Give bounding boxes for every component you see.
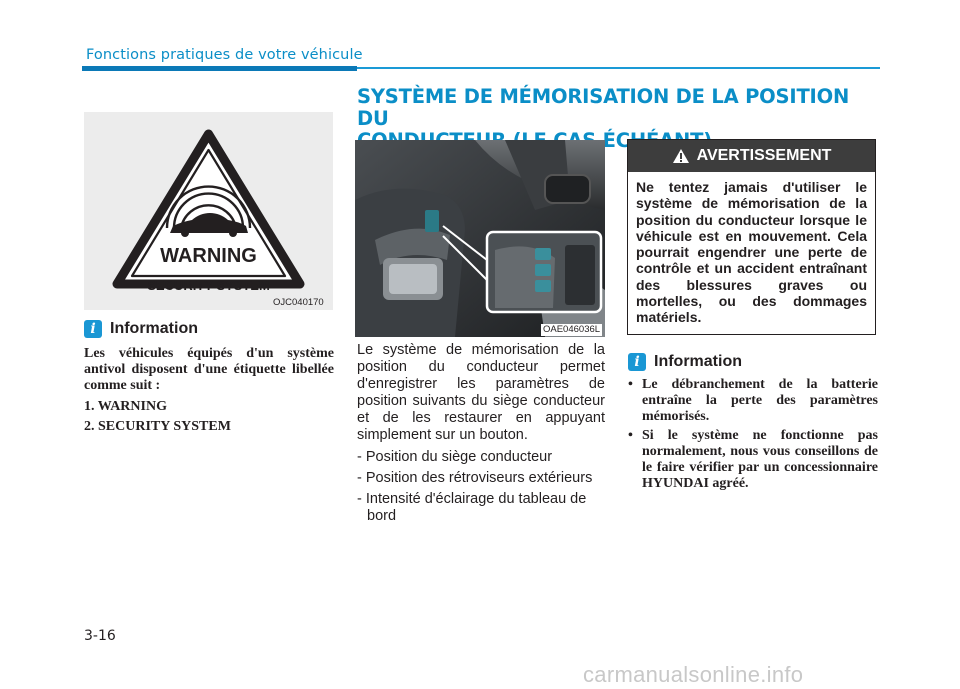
security-label-image: [84, 112, 333, 310]
warning-triangle-icon: [672, 148, 690, 164]
middle-body-text: [357, 342, 605, 529]
info-title: Information: [654, 353, 742, 370]
info-heading-right: [628, 353, 742, 371]
security-system-word: SECURITY SYSTEM: [147, 278, 270, 293]
list-item: • Si le système ne fonctionne pas normalement, nous vous conseillons de le faire vérifier par un concessionnaire HYUNDAI agréé.: [628, 428, 878, 491]
warning-word: WARNING: [160, 245, 257, 267]
door-panel-illustration: [355, 140, 605, 337]
header-rule-accent: [82, 66, 357, 71]
info-icon: i: [628, 353, 646, 371]
info-icon: i: [84, 320, 102, 338]
door-memory-buttons-photo: [355, 140, 605, 337]
info-paragraph: Les véhicules équipés d'un système antivol disposent d'une étiquette libellée comme suit :: [84, 346, 334, 393]
page-number: 3-16: [84, 628, 116, 644]
label-list: [84, 399, 334, 439]
warning-triangle-illustration: [84, 112, 333, 310]
bullet-icon: •: [628, 377, 633, 392]
warning-title: AVERTISSEMENT: [696, 147, 832, 164]
list-item: - Intensité d'éclairage du tableau de bord: [357, 491, 587, 524]
list-item: 1. WARNING: [84, 399, 167, 414]
bullet-icon: •: [628, 428, 633, 443]
list-item: 2. SECURITY SYSTEM: [84, 419, 231, 434]
list-item: - Position des rétroviseurs extérieurs: [357, 470, 593, 486]
warning-header: [628, 140, 875, 172]
section-heading-line1: SYSTÈME DE MÉMORISATION DE LA POSITION DU: [357, 85, 850, 130]
chapter-title: Fonctions pratiques de votre véhicule: [86, 47, 363, 63]
info-heading-left: [84, 320, 198, 338]
warning-box: [627, 139, 876, 335]
figure-label-left: OJC040170: [273, 297, 324, 308]
info-bullet-list: [628, 377, 878, 495]
header-rule: [357, 67, 880, 69]
warning-text: Ne tentez jamais d'utiliser le système de mémorisation de la position du conducteur lorsque le véhicule est en mouvement. Cela pourrait engendrer une perte de contrôle et un accident entraînant des blessures graves ou mortelles, ou des dommages matériels.: [636, 179, 867, 326]
intro-paragraph: Le système de mémorisation de la position du conducteur permet d'enregistrer les paramètres de position suivants du siège conducteur et de les restaurer en appuyant simplement sur un bouton.: [357, 342, 605, 443]
figure-label-middle: OAE046036L: [543, 324, 601, 335]
watermark: carmanualsonline.info: [583, 662, 804, 687]
list-item: • Le débranchement de la batterie entraîne la perte des paramètres mémorisés.: [628, 377, 878, 424]
list-item: - Position du siège conducteur: [357, 449, 553, 465]
info-title: Information: [110, 320, 198, 337]
